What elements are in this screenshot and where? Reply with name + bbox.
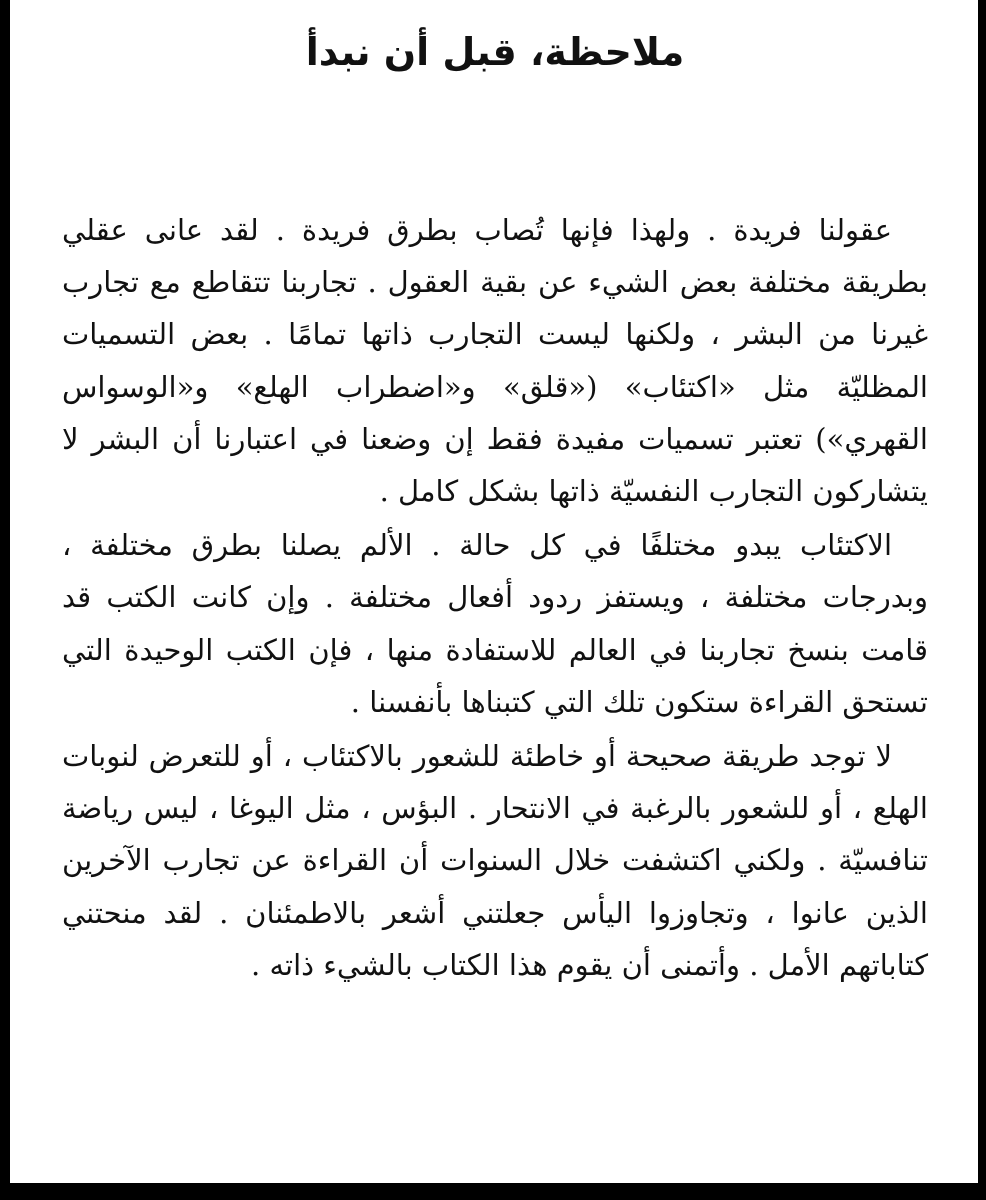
page-title: ملاحظة، قبل أن نبدأ [305,30,685,74]
paragraph-1: عقولنا فريدة . ولهذا فإنها تُصاب بطرق فريدة . لقد عانى عقلي بطريقة مختلفة بعض الشيء عن بقية العقول . تجاربنا تتقاطع مع تجارب غيرنا من البشر ، ولكنها ليست التجارب ذاتها تمامًا . بعض التسميات المظليّة مثل «اكتئاب» («قلق» و«اضطراب الهلع» و«الوسواس القهري») تعتبر تسميات مفيدة فقط إن وضعنا في اعتبارنا أن البشر لا يتشاركون التجارب النفسيّة ذاتها بشكل كامل . [62,213,928,509]
paragraph-3: لا توجد طريقة صحيحة أو خاطئة للشعور بالاكتئاب ، أو للتعرض لنوبات الهلع ، أو للشعور بالرغبة في الانتحار . البؤس ، مثل اليوغا ، ليس رياضة تنافسيّة . ولكني اكتشفت خلال السنوات أن القراءة عن تجارب الآخرين الذين عانوا ، وتجاوزوا اليأس جعلتني أشعر بالاطمئنان . لقد منحتني كتاباتهم الأمل . وأتمنى أن يقوم هذا الكتاب بالشيء ذاته . [62,739,928,982]
paragraph-2: الاكتئاب يبدو مختلفًا في كل حالة . الألم يصلنا بطرق مختلفة ، وبدرجات مختلفة ، ويستفز ردود أفعال مختلفة . وإن كانت الكتب قد قامت بنسخ تجاربنا في العالم للاستفادة منها ، فإن الكتب الوحيدة التي تستحق القراءة ستكون تلك التي كتبناها بأنفسنا . [62,528,928,719]
book-page [10,0,978,1183]
